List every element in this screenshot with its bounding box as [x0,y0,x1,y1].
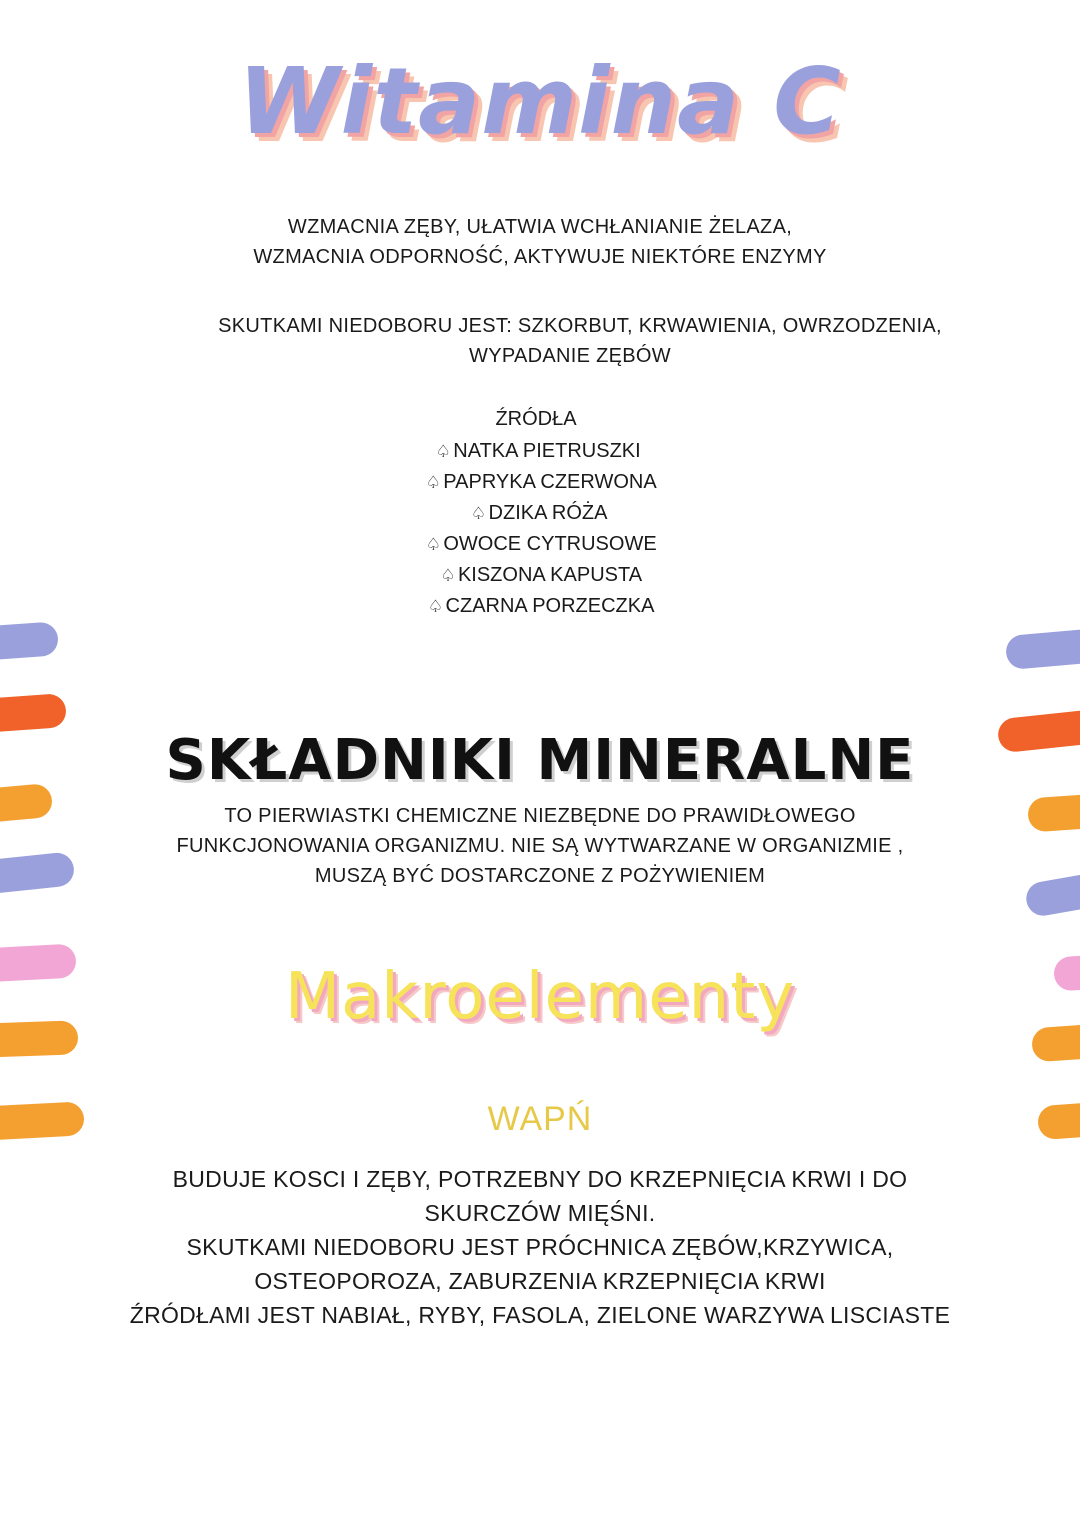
list-item [0,467,1080,498]
section-heading-macro: Makroelementy [284,960,796,1034]
source-label: OWOCE CYTRUSOWE [443,533,657,555]
list-item [0,498,1080,529]
deficiency-line: SKUTKAMI NIEDOBORU JEST: SZKORBUT, KRWAWIENIA, OWRZODZENIA, [218,315,942,337]
list-item [0,436,1080,467]
source-label: CZARNA PORZECZKA [445,595,655,617]
spade-outline-icon: ♤ [425,473,441,492]
source-label: NATKA PIETRUSZKI [453,440,641,462]
description-line: OSTEOPOROZA, ZABURZENIA KRZEPNIĘCIA KRWI [254,1268,826,1294]
source-label: KISZONA KAPUSTA [457,564,643,586]
side-stroke-left-2 [0,693,67,733]
spade-outline-icon: ♤ [440,566,456,585]
description-line: TO PIERWIASTKI CHEMICZNE NIEZBĘDNE DO PRAWIDŁOWEGO [224,805,856,827]
source-label: PAPRYKA CZERWONA [443,471,657,493]
macro-description [0,1162,1080,1332]
spade-outline-icon: ♤ [427,597,444,616]
sources-list [0,436,1080,622]
functions-line: WZMACNIA ZĘBY, UŁATWIA WCHŁANIANIE ŻELAZA, [287,216,793,238]
description-line: FUNKCJONOWANIA ORGANIZMU. NIE SĄ WYTWARZANE W ORGANIZMIE , [176,835,904,857]
section-heading-minerals: SKŁADNIKI MINERALNE [165,728,915,793]
sources-title: ŹRÓDŁA [495,408,577,430]
description-line: MUSZĄ BYĆ DOSTARCZONE Z POŻYWIENIEM [314,865,766,887]
description-line: SKURCZÓW MIĘŚNI. [424,1200,656,1226]
source-label: DZIKA RÓŻA [488,502,608,524]
functions-line: WZMACNIA ODPORNOŚĆ, AKTYWUJE NIEKTÓRE ENZYMY [253,246,827,268]
spade-outline-icon: ♤ [470,504,487,523]
page-title: Witamina C [238,48,842,155]
list-item [0,560,1080,591]
minerals-description [0,801,1080,891]
side-stroke-right-1 [1005,628,1080,670]
list-item [0,529,1080,560]
description-line: SKUTKAMI NIEDOBORU JEST PRÓCHNICA ZĘBÓW,KRZYWICA, [186,1234,894,1260]
deficiency-line: WYPADANIE ZĘBÓW [469,345,671,367]
vitamin-deficiency [160,311,1000,371]
spade-outline-icon: ♤ [435,442,451,461]
list-item [0,591,1080,622]
spade-outline-icon: ♤ [425,535,441,554]
vitamin-functions [0,212,1080,272]
side-stroke-left-1 [0,621,59,660]
description-line: ŹRÓDŁAMI JEST NABIAŁ, RYBY, FASOLA, ZIELONE WARZYWA LISCIASTE [129,1302,951,1328]
element-name: WAPŃ [487,1100,593,1138]
description-line: BUDUJE KOSCI I ZĘBY, POTRZEBNY DO KRZEPNIĘCIA KRWI I DO [172,1166,908,1192]
